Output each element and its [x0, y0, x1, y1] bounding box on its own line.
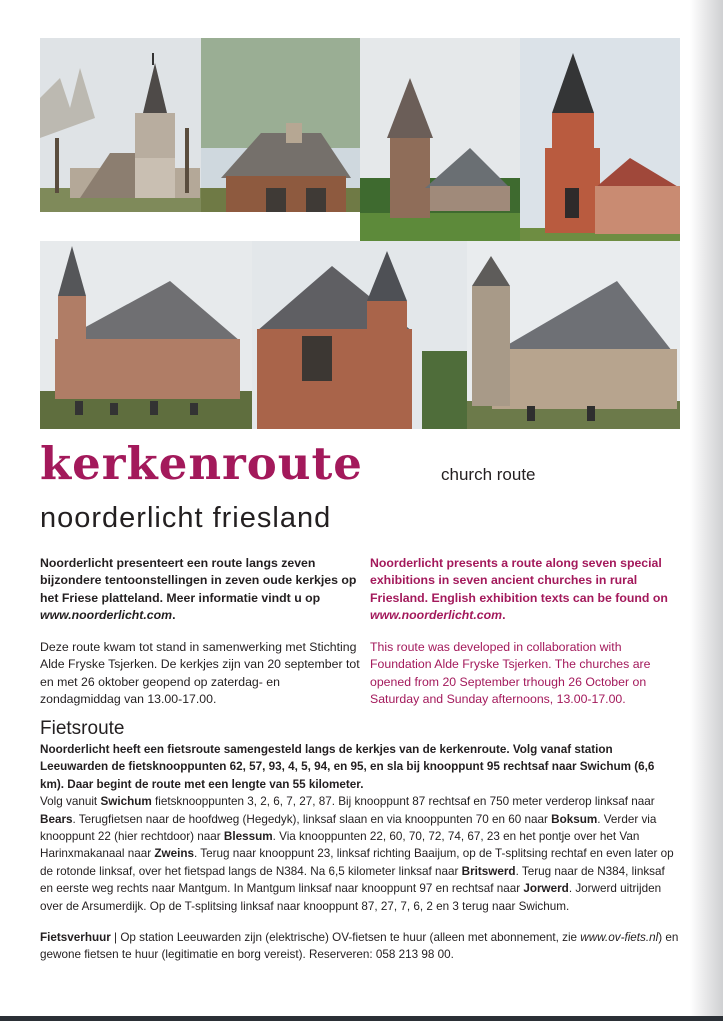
place-name: Bears — [40, 812, 73, 826]
english-intro-text: Noorderlicht presents a route along seven special exhibitions in seven ancient churches in rural Friesland. English exhibition texts can be found on — [370, 556, 668, 605]
bottom-bar — [0, 1016, 723, 1021]
fietsverhuur-label: Fietsverhuur — [40, 931, 111, 944]
place-name: Britswerd — [461, 864, 516, 878]
page-subtitle: noorderlicht friesland — [40, 502, 332, 534]
church-photo-3 — [360, 38, 520, 241]
ov-fiets-link[interactable]: www.ov-fiets.nl — [580, 931, 659, 944]
directions-text: . Jorwerd uitrijden over de Arsumerdijk. Op de T-splitsing linksaf naar knooppunt 87, 27, 7, 6, 2 en 3 terug naar Swichum. — [40, 882, 662, 913]
dutch-body-text: Deze route kwam tot stand in samenwerking met Stichting Alde Fryske Tsjerken. De kerkjes zijn van 20 september tot en met 26 oktober geopend op zaterdag- en zondagmiddag van 13.00-17.00. — [40, 640, 360, 707]
dutch-intro-end: . — [172, 608, 176, 623]
church-photo-5 — [40, 241, 252, 429]
fietsverhuur-text: | Op station Leeuwarden zijn (elektrische) OV-fietsen te huur (alleen met abonnement, zie — [110, 931, 581, 944]
church-photo-7 — [467, 241, 680, 429]
website-link[interactable]: www.noorderlicht.com — [40, 608, 173, 623]
fietsroute-intro: Noorderlicht heeft een fietsroute samengesteld langs de kerkjes van de kerkenroute. Volg vanaf station Leeuwarden de fietsknooppunten 62, 57, 93, 4, 5, 94, en 95, en sla bij knooppunt 95 rechtsaf naar Swichum (6,6 km). Daar begint de route met een lengte van 55 kilometer. — [40, 743, 655, 791]
directions-text: . Terug naar knooppunt 23, linksaf richting Baaijum, op de T-splitsing rechtaf en even later op de rotonde linksaf, over het fietspad langs de N384. Na 6,5 kilometer linksaf naar — [40, 847, 674, 878]
directions-text: . Via knooppunten 22, 60, 70, 72, 74, 67, 23 en het pontje over het Van Harinxmakanaal naar — [40, 830, 640, 861]
fietsroute-heading: Fietsroute — [40, 718, 125, 739]
directions-text: . Terug naar de N384, linksaf en eerste weg rechts naar Mantgum. In Mantgum linksaf naar knooppunt 97 en rechtsaf naar — [40, 864, 665, 896]
page-edge-shadow — [690, 0, 723, 1021]
fietsverhuur-section — [40, 929, 680, 964]
fietsverhuur-text-end: ) en gewone fietsen te huur (legitimatie en borg vereist). Reserveren: 058 213 98 00. — [40, 931, 679, 962]
directions-text: . Terugfietsen naar de hoofdweg (Hegedyk), linksaf slaan en via knooppunten 70 en 60 naar — [72, 812, 552, 826]
church-photo-4 — [520, 38, 680, 241]
page-title-english: church route — [441, 465, 536, 484]
church-photo-1 — [40, 38, 201, 212]
english-body-text: This route was developed in collaboration with Foundation Alde Fryske Tsjerken. The churches are opened from 20 September trhough 26 October on Saturday and Sunday afternoons, 13.00-17.00. — [370, 640, 651, 707]
page-title: kerkenroute — [40, 437, 363, 490]
english-intro — [370, 555, 690, 625]
dutch-intro-text: Noorderlicht presenteert een route langs zeven bijzondere tentoonstellingen in zeven oude kerkjes op het Friese platteland. Meer informatie vindt u op — [40, 556, 357, 605]
place-name: Jorwerd — [523, 882, 569, 896]
directions-text: . Verder via knooppunt 22 (hier rechtdoor) naar — [40, 812, 657, 844]
church-photo-6 — [252, 241, 467, 429]
dutch-intro — [40, 555, 370, 625]
place-name: Zweins — [154, 847, 194, 861]
english-body — [370, 639, 670, 709]
fietsroute-directions — [40, 793, 678, 915]
dutch-body — [40, 639, 360, 709]
directions-text: Volg vanuit — [40, 795, 101, 809]
place-name: Swichum — [100, 795, 152, 809]
english-intro-end: . — [502, 608, 506, 623]
church-photo-2 — [201, 38, 360, 212]
place-name: Blessum — [223, 830, 273, 844]
directions-text: fietsknooppunten 3, 2, 6, 7, 27, 87. Bij knooppunt 87 rechtsaf en 750 meter verderop linksaf naar — [151, 795, 655, 809]
website-link-english[interactable]: www.noorderlicht.com — [370, 608, 503, 623]
fietsroute-section — [40, 741, 678, 915]
place-name: Boksum — [551, 812, 598, 826]
